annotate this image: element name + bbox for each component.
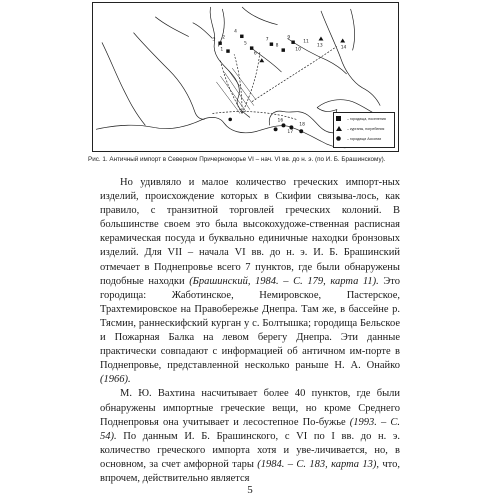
legend-row <box>336 125 392 135</box>
settlement-markers <box>218 35 294 53</box>
paragraph: Но удивляло и малое количество греческих импорт-ных изделий, происхождение которых в Скифии связыва-лось, как правило, с транзитной торговлей греческих колоний. В большинстве своем это была высокохудоже-ственная расписная керамическая посуда и буквально единичные находки бронзовых изделий. Для VII – начала VI вв. до н. э. И. Б. Брашинский отмечает в Поднепровье всего 7 пунктов, где были обнаружены подобные находки (Брашинский, 1984. – С. 179, карта 11). Это городища: Жаботинское, Немировское, Пастерское, Трахтемировское на Правобережье Днепра. Там же, в бассейне р. Тясмин, раннескифский курган у с. Болтышка; городища Бельское и Пожарная Балка на левом берегу Днепра. Эти данные практически совпадают с информацией об античном им-порте в Поднепровье, представленной несколько раньше Н. А. Онайко (1966). <box>100 177 400 386</box>
map-number: 1 <box>220 47 224 53</box>
map-number: 5 <box>244 41 247 47</box>
don-river <box>321 11 380 106</box>
legend-label: – городищи Ассонии <box>347 137 382 142</box>
legend-label: – городища, поселения <box>347 117 386 122</box>
map-number: 3 <box>212 37 216 43</box>
citation: (1993. – С. 54). <box>100 416 400 442</box>
dniester-river <box>102 42 145 125</box>
bug-river <box>134 33 205 120</box>
map-number: 14 <box>340 45 347 51</box>
map-number: 10 <box>295 47 301 53</box>
triangle-icon <box>336 126 345 134</box>
map-legend <box>333 112 395 148</box>
map-number: 18 <box>299 122 305 128</box>
map-number: 4 <box>234 29 237 35</box>
map-number: 6 <box>253 51 257 57</box>
map-figure <box>92 2 399 152</box>
map-number: 13 <box>317 43 323 49</box>
legend-row <box>336 115 392 125</box>
paragraph: М. Ю. Вахтина насчитывает более 40 пунктов, где были обнаружены импортные греческие вещи, но кроме Среднего Поднепровья она учитывает и лесостепное По-бужье (1993. – С. 54). По данным И. Б. Брашинского, с VI по I вв. до н. э. количество греческого импорта хотя и уве-личивается, но, в основном, за счет амфорной тары (1984. – С. 183, карта 13), что, впрочем, действительно является <box>100 388 400 484</box>
site-numbers <box>212 29 346 136</box>
map-number: 7 <box>265 37 269 43</box>
citation: (1984. – С. 183, карта 13), <box>257 458 380 470</box>
body-text <box>100 176 400 486</box>
trade-route <box>242 52 260 113</box>
map-number: 17 <box>287 130 294 136</box>
citation: (Брашинский, 1984. – С. 179, карта 11). <box>189 275 379 287</box>
circle-icon <box>336 136 345 145</box>
page-number: 5 <box>247 484 253 496</box>
burial-markers <box>259 37 345 63</box>
map-number: 11 <box>303 39 309 45</box>
map-number: 9 <box>287 35 291 41</box>
map-number: 16 <box>277 118 284 124</box>
legend-row <box>336 135 392 145</box>
map-number: 8 <box>275 43 279 49</box>
map-number: 2 <box>222 35 226 41</box>
hatched-region <box>216 68 255 113</box>
figure-caption: Рис. 1. Античный импорт в Северном Причерноморье VI – нач. VI вв. до н. э. (по И. Б. Брашинскому). <box>88 156 386 163</box>
citation: (1966). <box>100 374 131 386</box>
square-icon <box>336 116 345 125</box>
legend-label: – курганы, погребения <box>347 127 385 132</box>
